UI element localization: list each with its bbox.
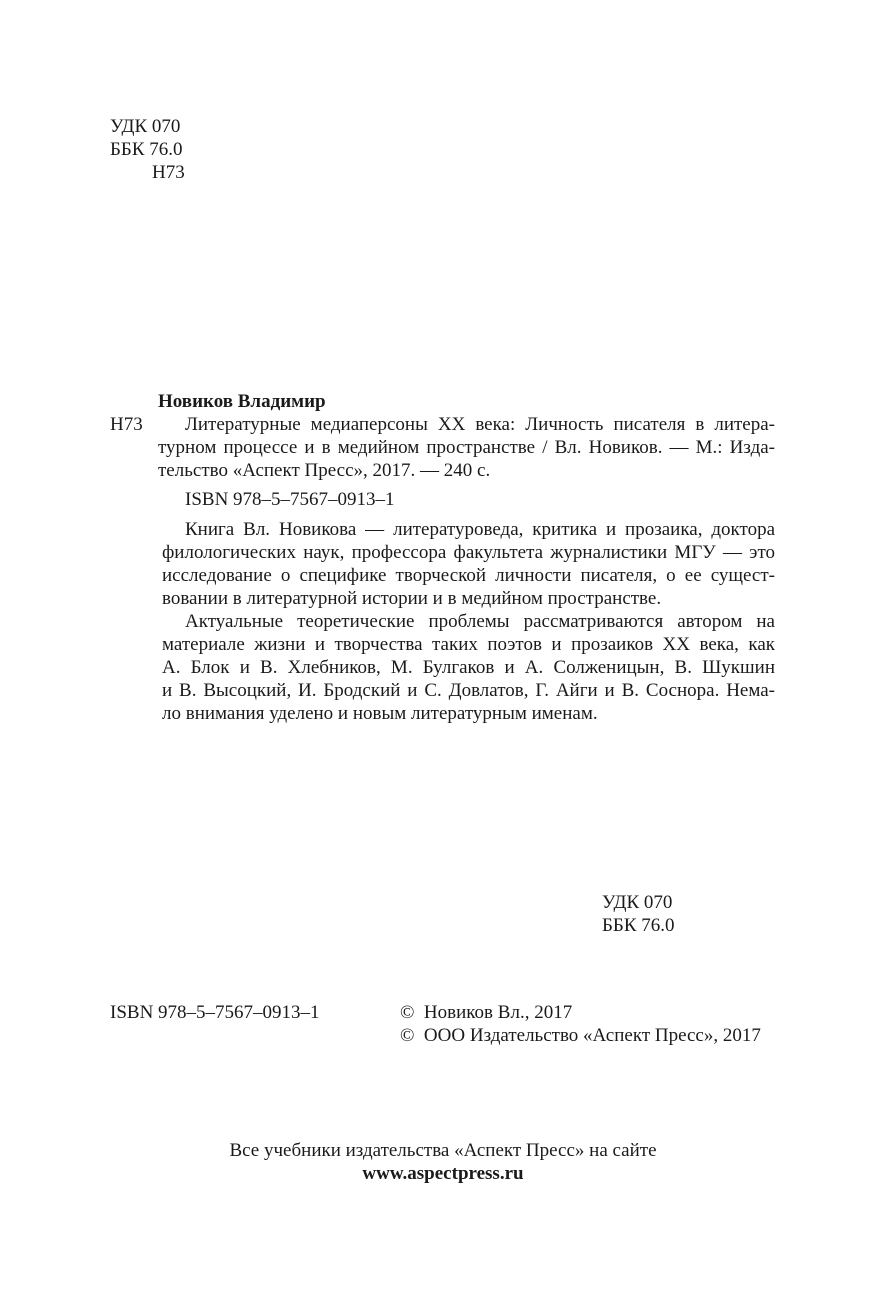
- abstract-line: и В. Высоцкий, И. Бродский и С. Довлатов, Г. Айги и В. Соснора. Нема-: [162, 680, 775, 701]
- imprint-isbn: ISBN 978–5–7567–0913–1: [110, 1002, 320, 1023]
- abstract-p2-first: [185, 610, 775, 633]
- record-isbn: ISBN 978–5–7567–0913–1: [185, 489, 395, 510]
- abstract-line: А. Блок и В. Хлебников, М. Булгаков и А. Солженицын, В. Шукшин: [162, 657, 775, 678]
- bottom-udk: УДК 070: [602, 892, 673, 913]
- abstract-line: Книга Вл. Новикова — литературоведа, критика и прозаика, доктора: [185, 519, 775, 540]
- abstract-p2-rest: [162, 633, 775, 725]
- top-udk: УДК 070: [110, 116, 181, 137]
- bottom-bbk: ББК 76.0: [602, 915, 675, 936]
- abstract-line: ло внимания уделено и новым литературным именам.: [162, 703, 598, 724]
- abstract-line: исследование о специфике творческой личности писателя, о ее сущест-: [162, 565, 775, 586]
- footer-note: Все учебники издательства «Аспект Пресс» на сайте: [229, 1140, 657, 1161]
- abstract-line: вовании в литературной истории и в медийном пространстве.: [162, 588, 662, 609]
- title-line: турном процессе и в медийном пространстве / Вл. Новиков. — М.: Изда-: [158, 437, 775, 458]
- abstract-line: Актуальные теоретические проблемы рассматриваются автором на: [185, 611, 775, 632]
- top-bbk: ББК 76.0: [110, 139, 183, 160]
- copyright-publisher: © ООО Издательство «Аспект Пресс», 2017: [400, 1025, 761, 1046]
- record-author-mark: Н73: [110, 414, 143, 435]
- title-line: Литературные медиаперсоны XX века: Личность писателя в литера-: [185, 414, 775, 435]
- top-author-mark: Н73: [152, 162, 185, 183]
- title-block-cont: [158, 436, 775, 482]
- abstract-line: филологических наук, профессора факультета журналистики МГУ — это: [162, 542, 775, 563]
- copyright-author: © Новиков Вл., 2017: [400, 1002, 573, 1023]
- author-name: Новиков Владимир: [158, 391, 326, 412]
- abstract-p1-first: [185, 518, 775, 541]
- title-line: тельство «Аспект Пресс», 2017. — 240 с.: [158, 460, 491, 481]
- title-block: [185, 413, 775, 436]
- footer-website[interactable]: www.aspectpress.ru: [362, 1163, 524, 1184]
- abstract-line: материале жизни и творчества таких поэтов и прозаиков XX века, как: [162, 634, 775, 655]
- abstract-p1-rest: [162, 541, 775, 610]
